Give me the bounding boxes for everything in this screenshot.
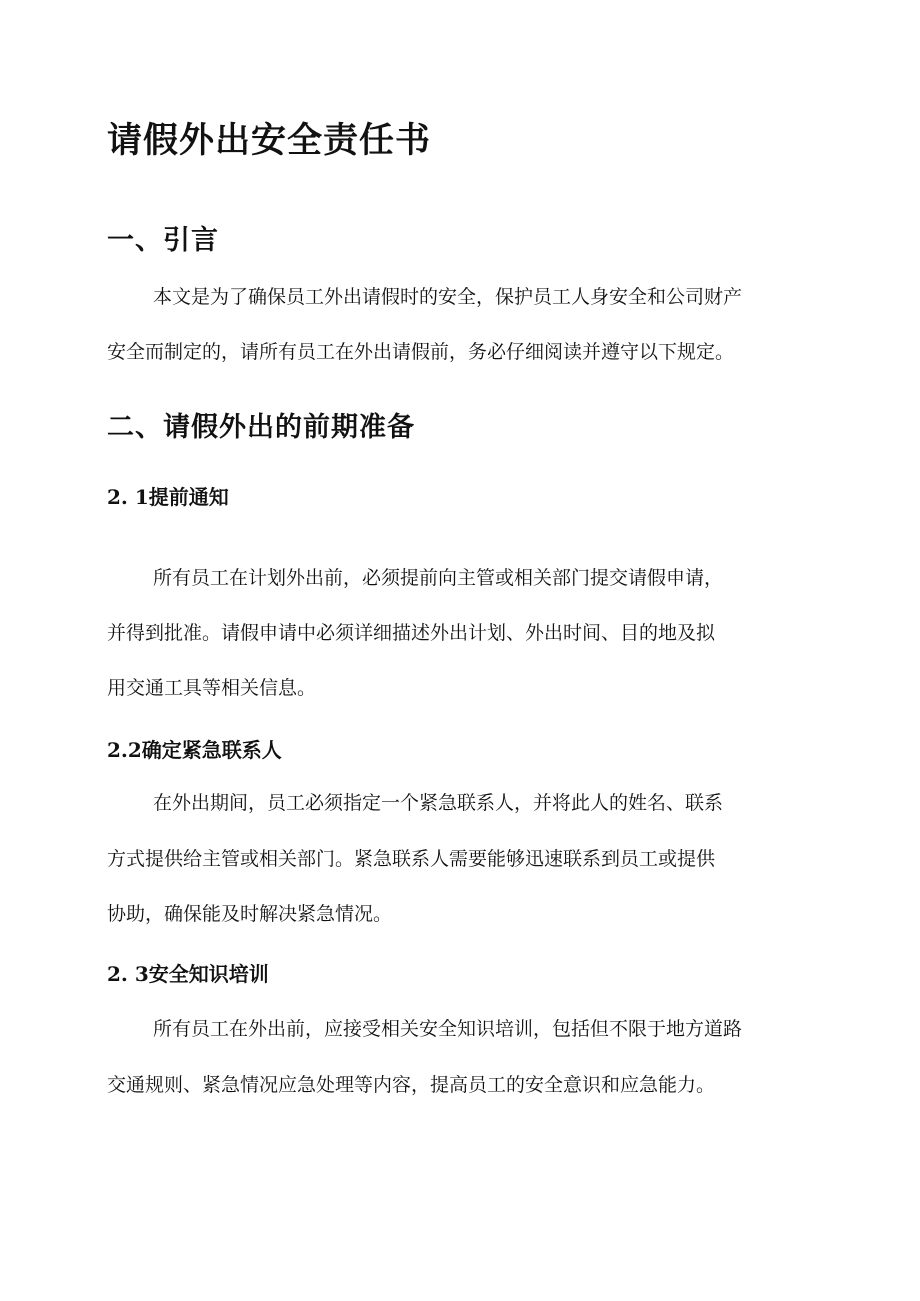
paragraph-line: 协助，确保能及时解决紧急情况。 (107, 903, 393, 925)
section-heading-introduction: 一、引言 (107, 225, 219, 256)
paragraph-line: 并得到批准。请假申请中必须详细描述外出计划、外出时间、目的地及拟 (107, 622, 716, 644)
paragraph-line: 交通规则、紧急情况应急处理等内容，提高员工的安全意识和应急能力。 (107, 1074, 716, 1096)
section-heading-preparation: 二、请假外出的前期准备 (107, 412, 415, 443)
subsection-heading-safety-training: 2. 3安全知识培训 (107, 962, 269, 986)
paragraph-line: 安全而制定的，请所有员工在外出请假前，务必仔细阅读并遵守以下规定。 (107, 341, 735, 363)
subsection-heading-advance-notice: 2. 1提前通知 (107, 485, 229, 509)
paragraph-line: 本文是为了确保员工外出请假时的安全，保护员工人身安全和公司财产 (153, 286, 743, 308)
paragraph-line: 方式提供给主管或相关部门。紧急联系人需要能够迅速联系到员工或提供 (107, 848, 716, 870)
document-title: 请假外出安全责任书 (107, 120, 432, 161)
paragraph-line: 用交通工具等相关信息。 (107, 677, 317, 699)
paragraph-line: 所有员工在外出前，应接受相关安全知识培训，包括但不限于地方道路 (153, 1018, 743, 1040)
subsection-heading-emergency-contact: 2.2确定紧急联系人 (107, 738, 282, 762)
paragraph-line: 在外出期间，员工必须指定一个紧急联系人，并将此人的姓名、联系 (153, 792, 724, 814)
paragraph-line: 所有员工在计划外出前，必须提前向主管或相关部门提交请假申请， (153, 567, 724, 589)
